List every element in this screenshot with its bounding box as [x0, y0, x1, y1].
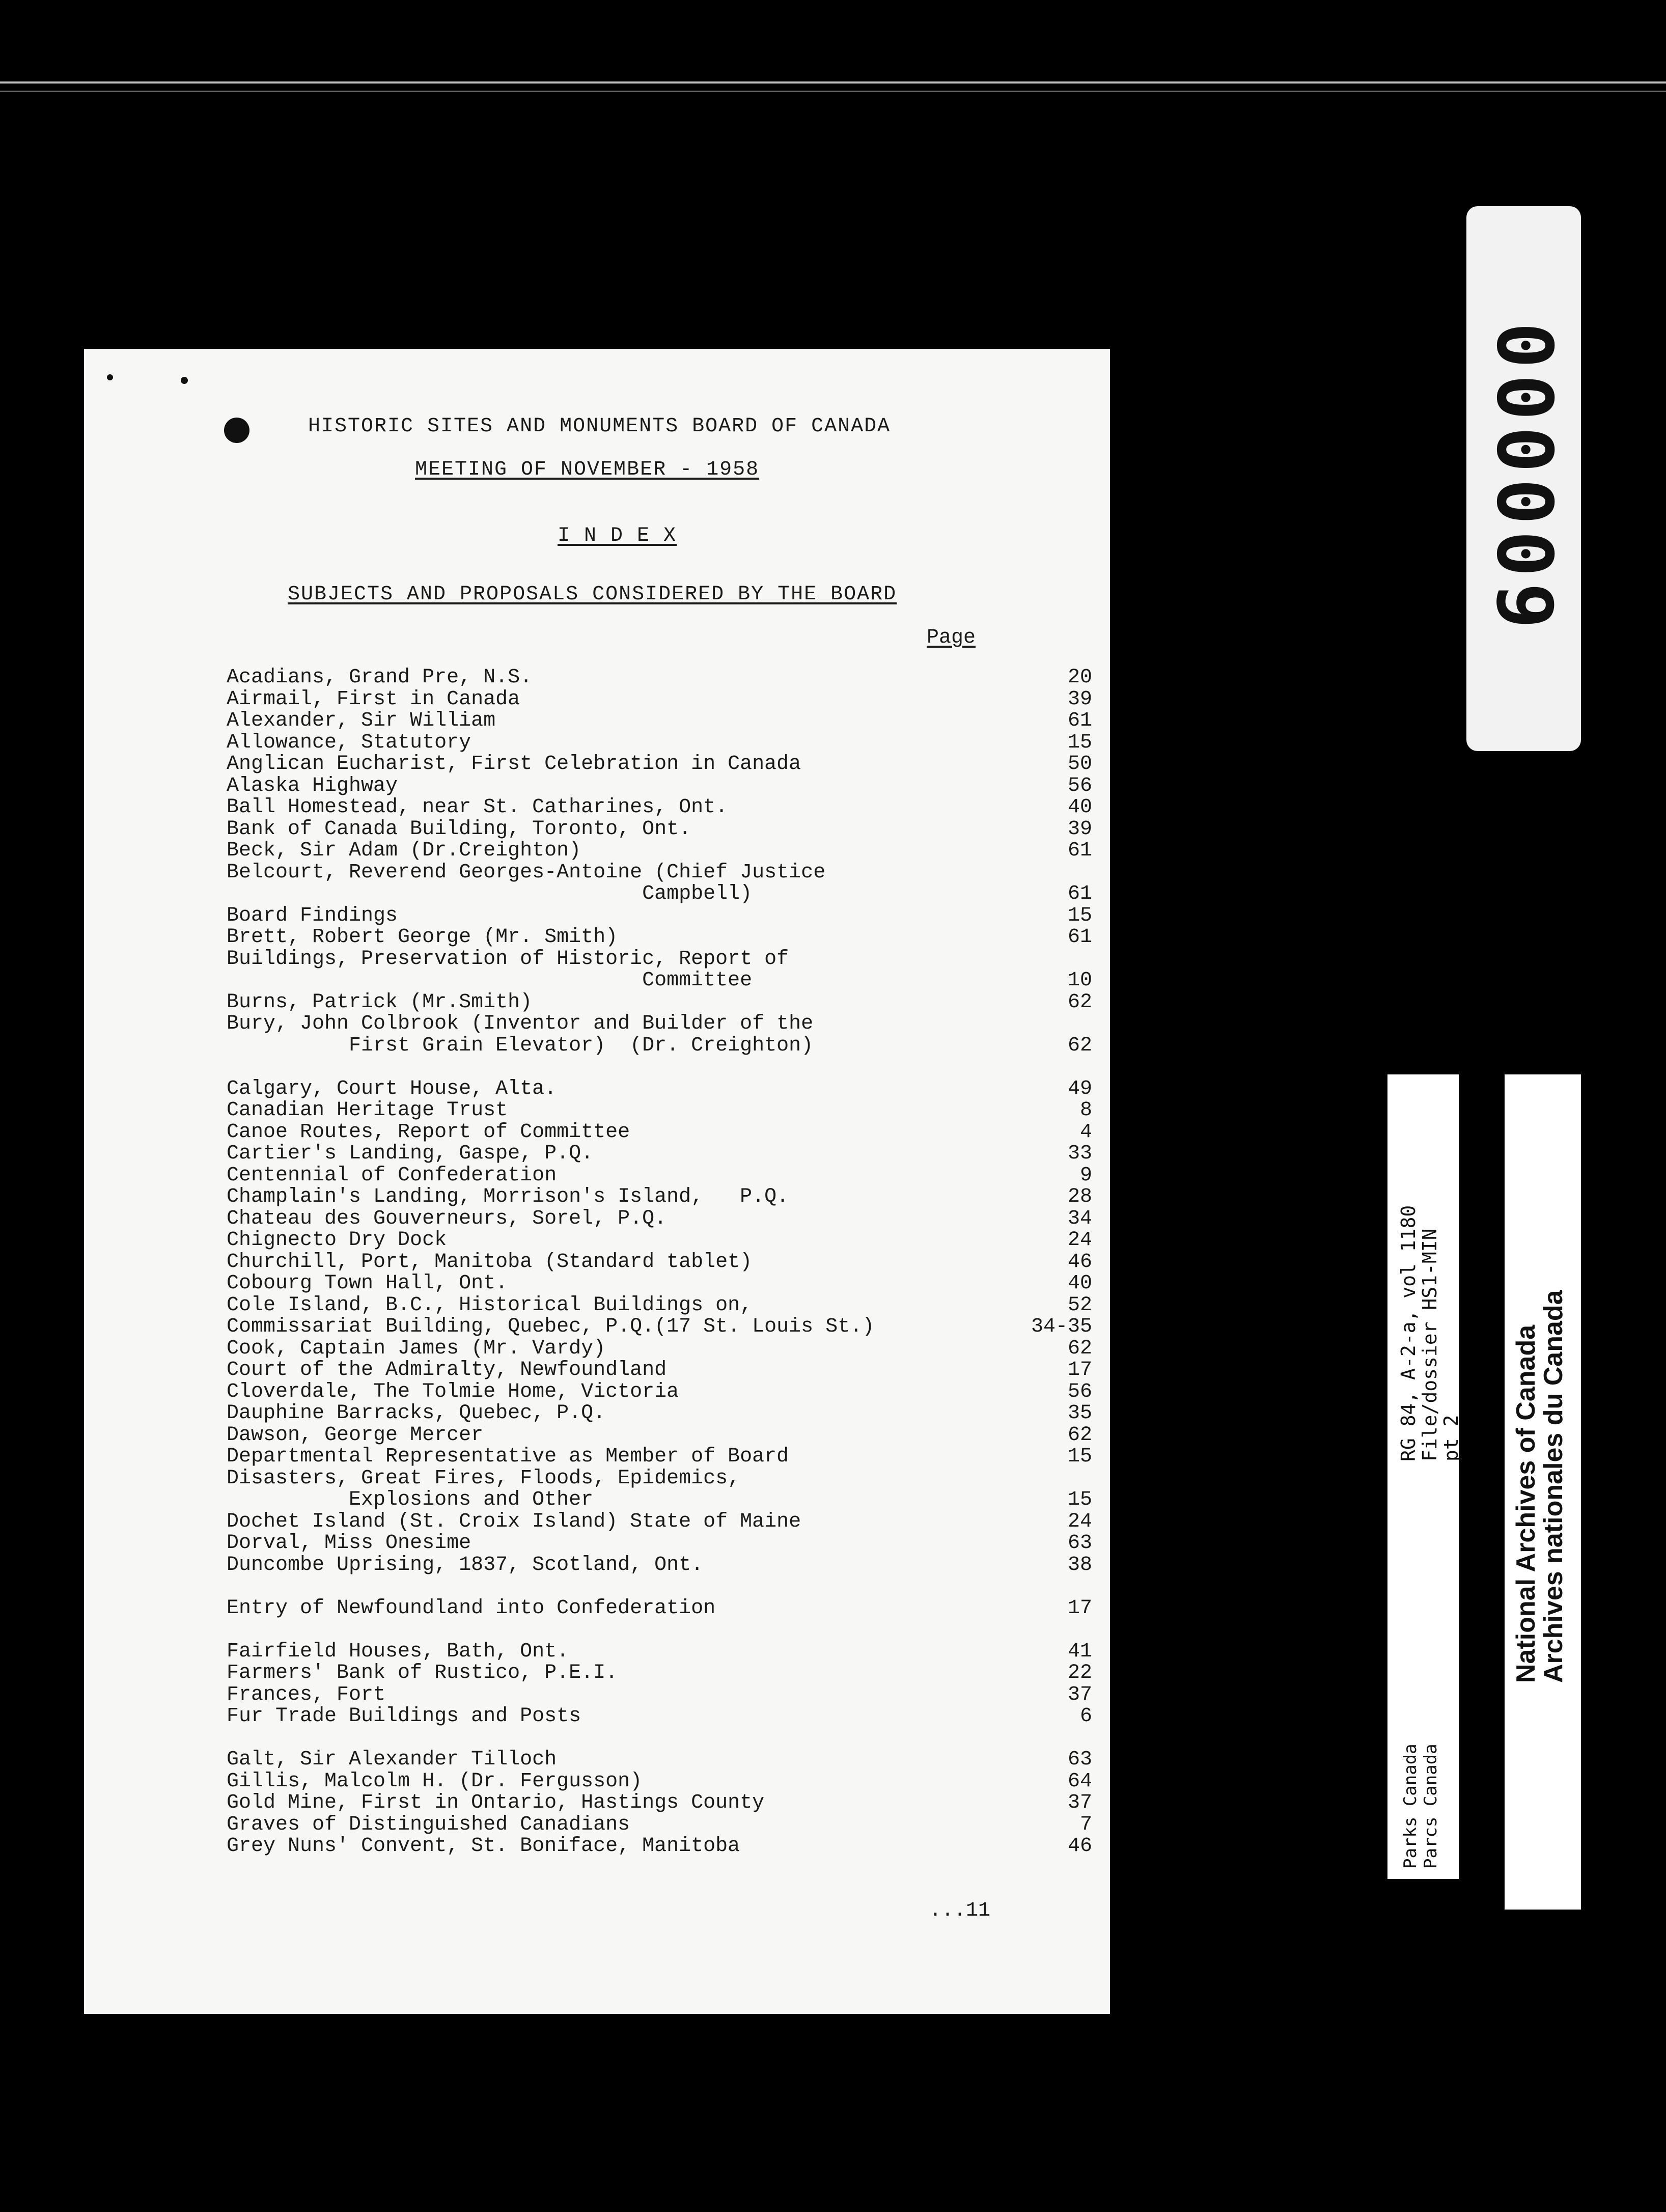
index-entry — [227, 1771, 1092, 1793]
index-entry-text: Explosions and Other — [227, 1488, 594, 1511]
index-entry-page: 34-35 — [1031, 1315, 1093, 1338]
index-entry-text: Acadians, Grand Pre, N.S. — [227, 666, 533, 689]
index-entry-text: Centennial of Confederation — [227, 1164, 557, 1187]
archives-line-en: National Archives of Canada — [1511, 1324, 1541, 1683]
index-entry-text: Calgary, Court House, Alta. — [227, 1077, 557, 1100]
index-entry-page: 9 — [1079, 1164, 1092, 1187]
index-entry-page: 37 — [1067, 1791, 1092, 1814]
archive-reference-label — [1387, 1074, 1462, 1879]
index-entry — [227, 840, 1092, 862]
index-entry — [227, 1555, 1092, 1577]
index-entry-text: Grey Nuns' Convent, St. Boniface, Manitoba — [227, 1835, 740, 1858]
index-entry-page: 33 — [1067, 1142, 1092, 1165]
index-entry — [227, 667, 1092, 689]
index-entry — [227, 1403, 1092, 1425]
index-entry-page: 34 — [1067, 1207, 1092, 1230]
index-entry — [227, 992, 1092, 1014]
index-entry-page: 10 — [1067, 969, 1092, 992]
index-entry-page: 4 — [1079, 1120, 1092, 1144]
index-entry-text: Galt, Sir Alexander Tilloch — [227, 1748, 557, 1771]
index-entry-page: 52 — [1067, 1293, 1092, 1317]
index-entry — [227, 1186, 1092, 1208]
index-entry-text: Cole Island, B.C., Historical Buildings on, — [227, 1293, 753, 1317]
index-entry — [227, 1489, 1092, 1511]
index-entry — [227, 1013, 1092, 1035]
index-entry-text: Cartier's Landing, Gaspe, P.Q. — [227, 1142, 594, 1165]
punch-mark — [181, 377, 188, 384]
index-entry — [227, 1749, 1092, 1771]
index-entry-text: Churchill, Port, Manitoba (Standard tablet) — [227, 1250, 753, 1274]
index-list — [227, 667, 1092, 1858]
index-entry-page: 62 — [1067, 1423, 1092, 1447]
index-entry-text: Fairfield Houses, Bath, Ont. — [227, 1640, 569, 1663]
index-entry — [227, 1295, 1092, 1317]
index-entry-text: Gold Mine, First in Ontario, Hastings County — [227, 1791, 765, 1814]
meeting-title: MEETING OF NOVEMBER - 1958 — [415, 458, 760, 481]
index-entry-text: Cobourg Town Hall, Ont. — [227, 1272, 508, 1295]
index-entry-page: 17 — [1067, 1596, 1092, 1620]
index-entry-text: Beck, Sir Adam (Dr.Creighton) — [227, 839, 581, 862]
index-entry — [227, 1663, 1092, 1684]
index-entry-page: 64 — [1067, 1769, 1092, 1793]
index-entry-text: Canadian Heritage Trust — [227, 1099, 508, 1122]
index-entry-text: Belcourt, Reverend Georges-Antoine (Chief Justice — [227, 861, 826, 884]
index-entry — [227, 689, 1092, 711]
index-entry-text: Champlain's Landing, Morrison's Island, P.Q. — [227, 1185, 789, 1208]
index-entry — [227, 1381, 1092, 1403]
index-entry-text: Burns, Patrick (Mr.Smith) — [227, 990, 533, 1014]
continuation-marker: ...11 — [929, 1899, 991, 1922]
index-entry-page: 56 — [1067, 774, 1092, 797]
index-entry-text: Brett, Robert George (Mr. Smith) — [227, 926, 618, 949]
parks-line-en: Parks Canada — [1400, 1744, 1421, 1869]
index-entry — [227, 1035, 1092, 1057]
index-entry — [227, 1252, 1092, 1274]
index-entry-page: 24 — [1067, 1510, 1092, 1533]
page-column-header: Page — [927, 626, 976, 649]
index-entry-page: 6 — [1079, 1705, 1092, 1728]
index-entry-page: 61 — [1067, 926, 1092, 949]
index-entry-text: Committee — [227, 969, 753, 992]
national-archives-label — [1505, 1074, 1581, 1910]
index-entry — [227, 1468, 1092, 1490]
index-entry-text: Bury, John Colbrook (Inventor and Builder of the — [227, 1012, 814, 1035]
index-entry-text: Graves of Distinguished Canadians — [227, 1813, 630, 1836]
archive-reference-text — [1398, 1205, 1462, 1461]
index-entry — [227, 1641, 1092, 1663]
index-entry-page: 61 — [1067, 839, 1092, 862]
frame-number: 000009 — [1479, 322, 1568, 635]
index-entry — [227, 1316, 1092, 1338]
index-entry-page: 61 — [1067, 882, 1092, 905]
index-entry — [227, 1273, 1092, 1295]
index-entry-text: Cloverdale, The Tolmie Home, Victoria — [227, 1380, 679, 1403]
national-archives-text — [1512, 1290, 1567, 1683]
index-entry — [227, 819, 1092, 841]
index-entry — [227, 732, 1092, 754]
index-entry-page: 15 — [1067, 1488, 1092, 1511]
scan-border-top — [0, 81, 1666, 84]
reference-line-1: RG 84, A-2-a, vol 1180 — [1397, 1205, 1420, 1461]
index-entry-text: Duncombe Uprising, 1837, Scotland, Ont. — [227, 1553, 704, 1577]
index-entry-page: 15 — [1067, 1445, 1092, 1468]
index-entry-text: Frances, Fort — [227, 1683, 386, 1706]
index-entry-page: 15 — [1067, 731, 1092, 754]
index-entry — [227, 1533, 1092, 1555]
index-entry-page: 20 — [1067, 666, 1092, 689]
reference-line-3: pt 2 — [1440, 1415, 1462, 1461]
index-entry — [227, 1425, 1092, 1447]
index-entry — [227, 1360, 1092, 1381]
index-entry — [227, 776, 1092, 797]
index-entry — [227, 1338, 1092, 1360]
index-entry-page: 39 — [1067, 817, 1092, 841]
index-entry — [227, 1511, 1092, 1533]
index-entry-text: Fur Trade Buildings and Posts — [227, 1705, 581, 1728]
index-entry-page: 8 — [1079, 1099, 1092, 1122]
index-entry-text: Dorval, Miss Onesime — [227, 1532, 471, 1555]
index-entry-page: 35 — [1067, 1402, 1092, 1425]
index-entry-page: 63 — [1067, 1748, 1092, 1771]
index-entry-text: Allowance, Statutory — [227, 731, 471, 754]
index-entry-text: Chateau des Gouverneurs, Sorel, P.Q. — [227, 1207, 667, 1230]
index-entry-text: Alexander, Sir William — [227, 709, 496, 732]
index-entry-page: 61 — [1067, 709, 1092, 732]
index-entry-text: Bank of Canada Building, Toronto, Ont. — [227, 817, 691, 841]
index-entry-text: Disasters, Great Fires, Floods, Epidemics, — [227, 1467, 740, 1490]
punch-hole — [224, 418, 249, 443]
index-entry — [227, 1598, 1092, 1620]
reference-line-2: File/dossier HS1-MIN — [1419, 1228, 1441, 1461]
index-entry-page: 50 — [1067, 753, 1092, 776]
index-entry — [227, 1230, 1092, 1252]
index-entry-text: Court of the Admiralty, Newfoundland — [227, 1359, 667, 1381]
index-entry-page: 40 — [1067, 1272, 1092, 1295]
index-entry — [227, 797, 1092, 819]
index-entry-page: 49 — [1067, 1077, 1092, 1100]
index-entry-page: 22 — [1067, 1662, 1092, 1684]
index-entry-page: 24 — [1067, 1229, 1092, 1252]
board-title: HISTORIC SITES AND MONUMENTS BOARD OF CANADA — [308, 415, 891, 438]
index-entry — [227, 754, 1092, 776]
index-entry-text: Buildings, Preservation of Historic, Report of — [227, 947, 789, 971]
index-entry-page: 15 — [1067, 904, 1092, 927]
index-entry — [227, 1208, 1092, 1230]
index-entry-text: Departmental Representative as Member of Board — [227, 1445, 789, 1468]
index-entry — [227, 1079, 1092, 1100]
index-entry — [227, 1143, 1092, 1165]
index-entry-text: Chignecto Dry Dock — [227, 1229, 447, 1252]
index-entry-text: Dochet Island (St. Croix Island) State of Maine — [227, 1510, 801, 1533]
index-entry-page: 7 — [1079, 1813, 1092, 1836]
document-page — [84, 349, 1110, 2014]
index-entry — [227, 1684, 1092, 1706]
index-entry-page: 37 — [1067, 1683, 1092, 1706]
index-entry-page: 63 — [1067, 1532, 1092, 1555]
index-entry-page: 40 — [1067, 796, 1092, 819]
punch-mark — [107, 374, 113, 380]
index-entry-text: Campbell) — [227, 882, 753, 905]
index-entry — [227, 970, 1092, 992]
index-entry — [227, 1814, 1092, 1836]
index-entry-text: Dawson, George Mercer — [227, 1423, 484, 1447]
index-entry-text: Ball Homestead, near St. Catharines, Ont. — [227, 796, 728, 819]
index-entry-text: Anglican Eucharist, First Celebration in Canada — [227, 753, 801, 776]
index-entry-text: First Grain Elevator) (Dr. Creighton) — [227, 1034, 814, 1057]
index-entry-page: 46 — [1067, 1835, 1092, 1858]
index-entry-page: 17 — [1067, 1359, 1092, 1381]
index-entry-page: 46 — [1067, 1250, 1092, 1274]
index-entry-page: 41 — [1067, 1640, 1092, 1663]
index-entry-page: 38 — [1067, 1553, 1092, 1577]
index-entry — [227, 927, 1092, 949]
index-entry-text: Entry of Newfoundland into Confederation — [227, 1596, 716, 1620]
parks-canada-label — [1400, 1744, 1441, 1869]
index-entry-text: Gillis, Malcolm H. (Dr. Fergusson) — [227, 1769, 643, 1793]
index-entry — [227, 1100, 1092, 1122]
archives-line-fr: Archives nationales du Canada — [1539, 1290, 1568, 1683]
scan-border-top-inner — [0, 91, 1666, 92]
frame-number-strip — [1466, 206, 1581, 751]
index-heading: I N D E X — [558, 524, 677, 547]
index-entry-text: Farmers' Bank of Rustico, P.E.I. — [227, 1662, 618, 1684]
index-entry — [227, 1792, 1092, 1814]
index-entry — [227, 1446, 1092, 1468]
index-entry — [227, 862, 1092, 884]
index-entry — [227, 1706, 1092, 1728]
index-entry-text: Dauphine Barracks, Quebec, P.Q. — [227, 1402, 606, 1425]
index-entry-page: 56 — [1067, 1380, 1092, 1403]
index-entry-text: Canoe Routes, Report of Committee — [227, 1120, 630, 1144]
index-entry-page: 28 — [1067, 1185, 1092, 1208]
index-entry — [227, 905, 1092, 927]
index-entry-text: Board Findings — [227, 904, 398, 927]
index-entry — [227, 710, 1092, 732]
subjects-heading: SUBJECTS AND PROPOSALS CONSIDERED BY THE BOARD — [288, 583, 897, 606]
index-entry-text: Commissariat Building, Quebec, P.Q.(17 St. Louis St.) — [227, 1315, 875, 1338]
index-entry-page: 62 — [1067, 1337, 1092, 1360]
index-entry-page: 62 — [1067, 1034, 1092, 1057]
index-entry-page: 62 — [1067, 990, 1092, 1014]
index-entry — [227, 949, 1092, 971]
index-entry-text: Alaska Highway — [227, 774, 398, 797]
index-entry-text: Cook, Captain James (Mr. Vardy) — [227, 1337, 606, 1360]
index-entry — [227, 1836, 1092, 1858]
index-entry — [227, 1122, 1092, 1144]
parks-line-fr: Parcs Canada — [1421, 1744, 1441, 1869]
index-entry — [227, 1165, 1092, 1187]
index-entry-page: 39 — [1067, 687, 1092, 711]
index-entry-text: Airmail, First in Canada — [227, 687, 520, 711]
index-entry — [227, 883, 1092, 905]
